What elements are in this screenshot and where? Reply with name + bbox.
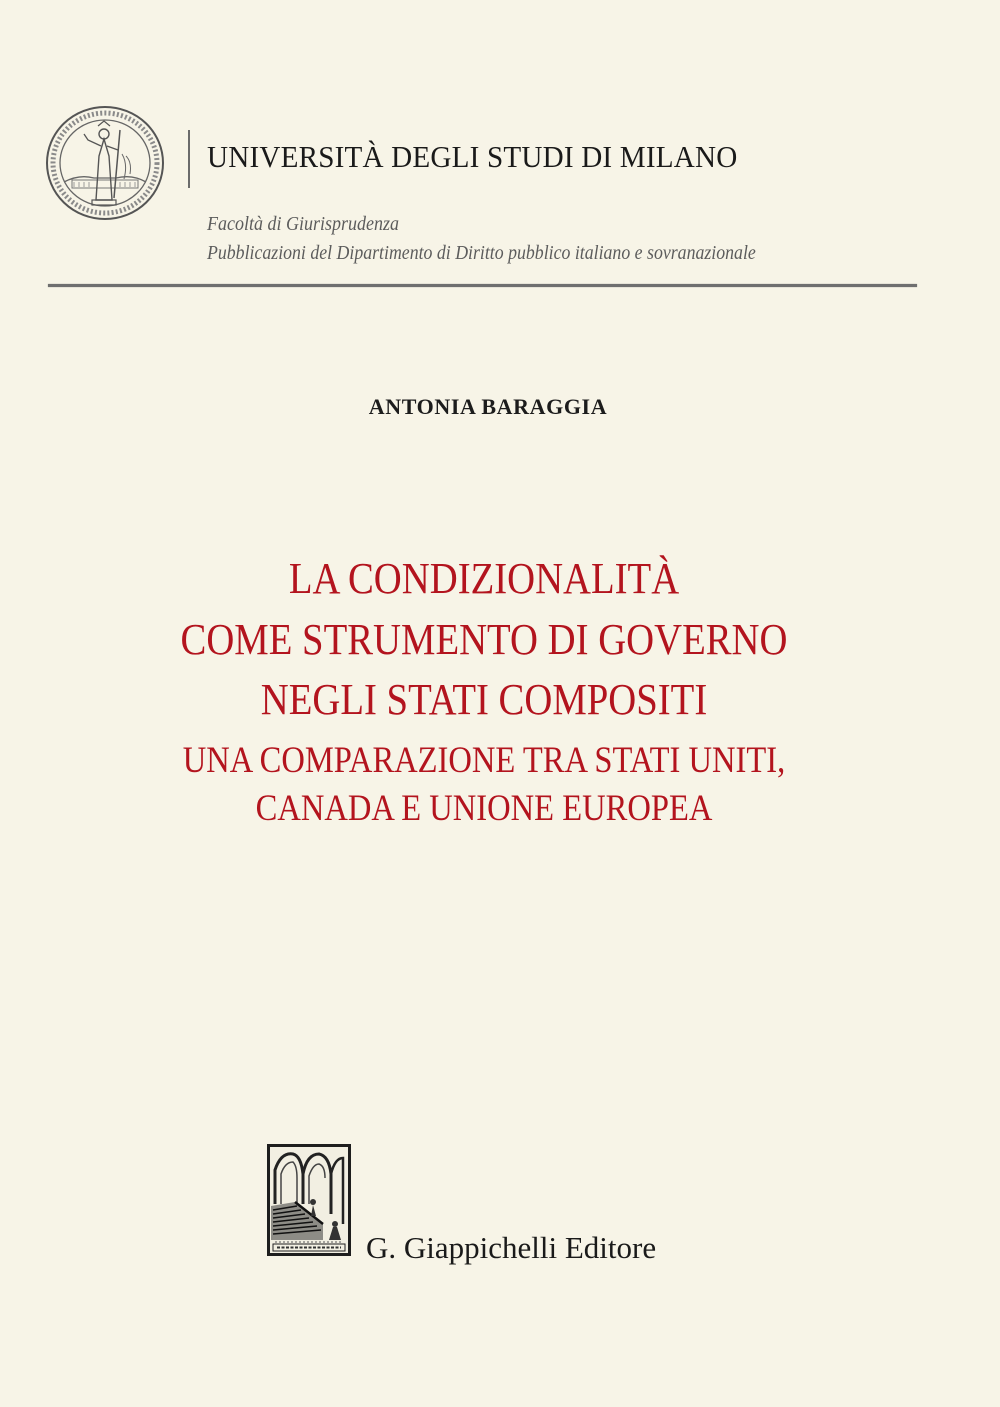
title-line: LA CONDIZIONALITÀ [288,554,680,603]
faculty-name: Facoltà di Giurisprudenza [207,213,400,235]
subtitle-line: CANADA E UNIONE EUROPEA [255,788,713,829]
publisher-emblem-icon [267,1144,351,1256]
header-divider [188,130,190,188]
title-line: COME STRUMENTO DI GOVERNO [180,615,788,664]
publisher-name: G. Giappichelli Editore [366,1230,657,1265]
header-rule [48,284,917,287]
university-seal-icon [44,104,166,222]
title-line: NEGLI STATI COMPOSITI [260,675,708,724]
author-name: ANTONIA BARAGGIA [368,394,608,419]
department-series: Pubblicazioni del Dipartimento di Diritto pubblico italiano e sovranazionale [207,242,756,264]
subtitle-line: UNA COMPARAZIONE TRA STATI UNITI, [182,740,786,781]
university-name: UNIVERSITÀ DEGLI STUDI DI MILANO [207,139,738,174]
